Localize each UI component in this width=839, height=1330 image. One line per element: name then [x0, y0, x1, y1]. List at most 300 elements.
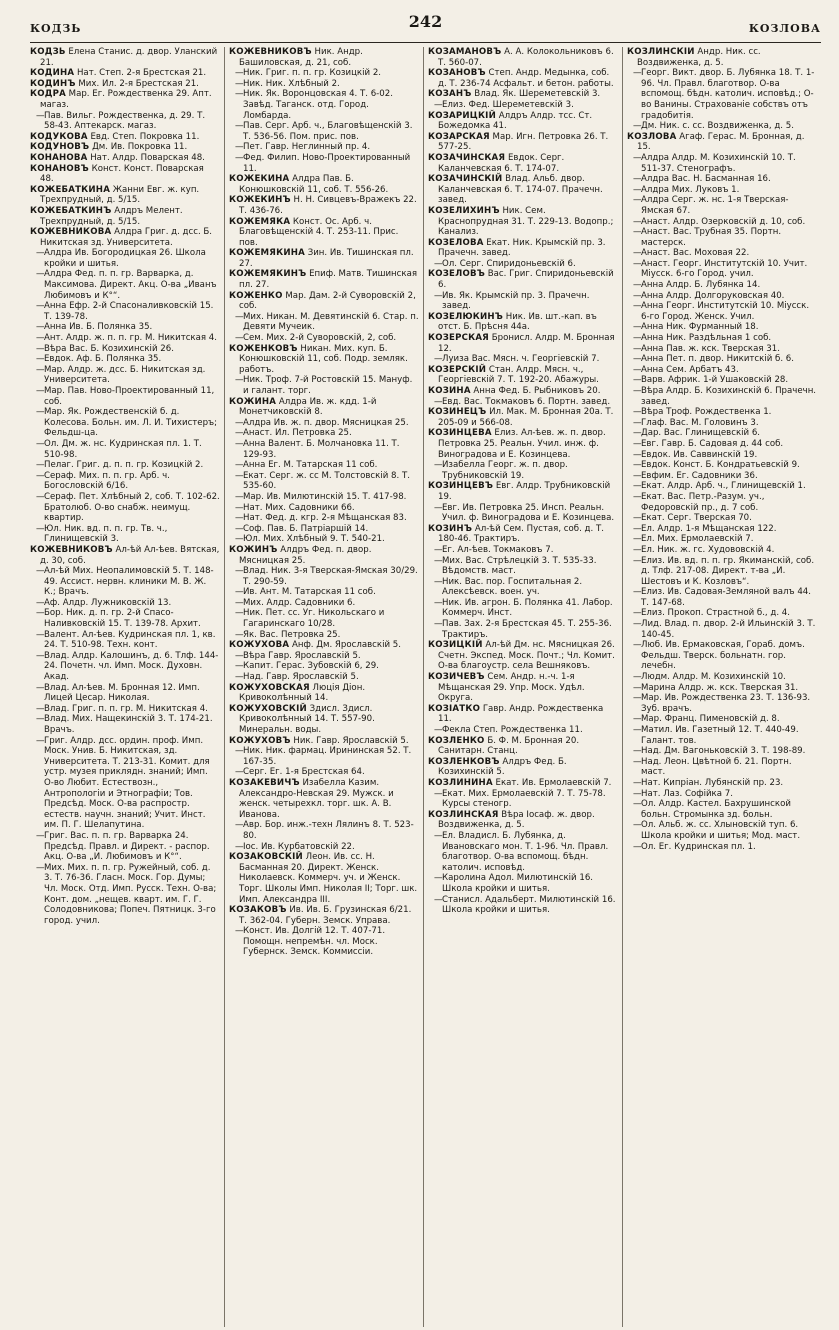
ditto-dash: — [235, 661, 244, 672]
entry-surname: КОЖЕМЯКИНА [229, 248, 305, 259]
directory-entry [229, 545, 419, 566]
entry-surname: КОЗАЧИНСКАЯ [428, 152, 506, 163]
entry-surname: КОЗЛИНСКАЯ [428, 809, 499, 820]
ditto-dash: — [434, 290, 443, 301]
directory-entry [428, 873, 618, 894]
directory-entry [428, 174, 618, 206]
entry-details: Екат. Вас. Петр.-Разум. уч., Федоровскiй пр., д. 7 соб. [641, 491, 765, 513]
entry-details: Глаф. Вас. М. Головинъ 3. [641, 417, 759, 428]
entry-details: Мар. Пав. Ново-Проектированный 11, соб. [44, 386, 215, 407]
directory-entry [30, 153, 220, 164]
entry-details: Стан. Алдр. Мясн. ч., Георгiевскiй 7. Т. 192-20. Абажуры. [438, 364, 599, 386]
ditto-dash: — [434, 460, 443, 471]
entry-details: Фекла Степ. Рождественка 11. [442, 725, 583, 735]
entry-details: Анна Ефр. 2-й Спасоналивковскiй 15. Т. 139-78. [44, 301, 214, 322]
directory-entry [627, 693, 817, 714]
entry-details: Леон. Ив. сс. Н. Басманная 20. Директ. Женск. Николаевск. Коммерч. уч. и Женск. Торг. Школы Имп. Николая II; Торг. шк. Имп. Александра III. [239, 852, 418, 905]
entry-details: Евфим. Ег. Садовники 36. [641, 470, 758, 481]
directory-entry [428, 111, 618, 132]
directory-entry [30, 471, 220, 492]
directory-entry [229, 630, 419, 641]
directory-entry [428, 153, 618, 174]
directory-entry [428, 598, 618, 619]
directory-entry [428, 577, 618, 598]
ditto-dash: — [633, 428, 642, 439]
directory-entry [428, 259, 618, 270]
directory-entry [428, 757, 618, 778]
header-left-keyword: КОДЗЬ [30, 22, 82, 35]
entry-details: Дм. Ив. Покровка 11. [92, 142, 188, 153]
ditto-dash: — [633, 386, 642, 396]
directory-entry [627, 460, 817, 471]
directory-entry [229, 852, 419, 905]
directory-entry [627, 439, 817, 450]
directory-entry [428, 810, 618, 831]
ditto-dash: — [36, 248, 45, 259]
entry-details: Анф. Дм. Ярославскiй 5. [291, 640, 401, 651]
entry-details: Нат. Лаз. Софiйка 7. [641, 788, 733, 799]
directory-entry [627, 789, 817, 800]
ditto-dash: — [235, 841, 244, 852]
ditto-dash: — [434, 555, 443, 566]
entry-details: Гавр. Андр. Рождественка 11. [438, 703, 604, 725]
ditto-dash: — [633, 227, 642, 238]
directory-entry [428, 206, 618, 238]
directory-entry [428, 100, 618, 111]
directory-entry [627, 481, 817, 492]
entry-details: Мих. Ил. 2-я Брестская 21. [78, 78, 199, 89]
entry-details: Влад. Як. Шереметевскiй 3. [474, 89, 601, 100]
directory-entry [627, 68, 817, 121]
directory-entry [627, 195, 817, 216]
directory-entry [30, 142, 220, 153]
entry-details: Мар. Ег. Рождественка 29. Апт. магаз. [40, 89, 212, 110]
entry-details: Анна Пет. п. двор. Никитскiй б. 6. [641, 354, 795, 365]
entry-details: А. А. Колокольниковъ 6. Т. 560-07. [438, 47, 614, 68]
directory-entry [30, 227, 220, 248]
directory-entry [627, 153, 817, 174]
ditto-dash: — [633, 777, 642, 788]
directory-entry [229, 79, 419, 90]
entry-details: Соф. Пав. Б. Патрiаршiй 14. [243, 523, 369, 534]
ditto-dash: — [633, 555, 642, 566]
ditto-dash: — [434, 725, 443, 735]
directory-entry [229, 217, 419, 249]
entry-details: Елиз. Фед. Шереметевскiй 3. [442, 99, 574, 110]
entry-details: Ник. Гавр. Ярославскiй 5. [293, 735, 409, 746]
ditto-dash: — [36, 386, 45, 396]
ditto-dash: — [36, 333, 45, 344]
entry-details: Мар. Як. Рождественскiй б. д. Колесова. Больн. им. Л. И. Тихистеръ; Фельдш-ца. [44, 407, 218, 439]
ditto-dash: — [633, 438, 642, 449]
directory-entry [30, 439, 220, 460]
ditto-dash: — [36, 491, 45, 502]
ditto-dash: — [235, 534, 244, 545]
ditto-dash: — [36, 364, 45, 375]
directory-entry [627, 608, 817, 619]
entry-details: Алдръ Алдр. тсс. Ст. Божедомка 41. [438, 110, 593, 132]
ditto-dash: — [633, 587, 642, 598]
ditto-dash: — [633, 513, 642, 524]
column-4 [622, 47, 821, 1327]
entry-details: Елиз. Ив. вд. п. п. гр. Якиманскiй, соб. д. Тлф. 217-08. Директ. т-ва „И. Шестовъ и К. Козловъ“. [641, 555, 815, 587]
entry-details: Матил. Ив. Газетный 12. Т. 440-49. Галант. тов. [641, 725, 799, 746]
directory-entry [627, 492, 817, 513]
entry-details: Анна Фед. Б. Рыбниковъ 20. [473, 386, 601, 396]
directory-entry [428, 407, 618, 428]
entry-details: Анаст. Ил. Петровка 25. [243, 428, 352, 439]
entry-surname: КОЗИНЦЕВА [428, 428, 492, 439]
entry-details: Андр. Ник. сс. Воздвиженка, д. 5. [637, 47, 761, 68]
ditto-dash: — [235, 650, 244, 661]
directory-entry [229, 640, 419, 651]
directory-entry [229, 587, 419, 598]
directory-entry [30, 111, 220, 132]
entry-surname: КОЗЕЛОВА [428, 237, 484, 248]
entry-details: Марина Алдр. ж. кск. Тверская 31. [641, 682, 799, 693]
entry-details: Екат. Ник. Крымскiй пр. 3. Прачечн. завед. [438, 237, 606, 259]
directory-entry [229, 248, 419, 269]
directory-entry [627, 450, 817, 461]
entry-details: Ил. Мак. М. Бронная 20а. Т. 205-09 и 566-08. [438, 407, 614, 428]
entry-details: Зин. Ив. Тишинская пл. 27. [239, 248, 414, 269]
directory-entry [229, 344, 419, 376]
entry-surname: КОЖУХОВА [229, 640, 290, 651]
ditto-dash: — [235, 470, 244, 481]
ditto-dash: — [633, 714, 642, 725]
directory-entry [428, 238, 618, 259]
entry-details: Евг. Алдр. Трубниковскiй 19. [438, 481, 611, 502]
entry-surname: КОДЗЬ [30, 47, 66, 57]
entry-details: Ник. Григ. п. п. гр. Козицкiй 2. [243, 68, 382, 79]
entry-details: Евдок. Аф. Б. Полянка 35. [44, 354, 162, 365]
directory-entry [30, 683, 220, 704]
ditto-dash: — [235, 78, 244, 89]
directory-entry [428, 672, 618, 704]
entry-surname: КОЗИНЪ [428, 523, 473, 534]
directory-entry [627, 683, 817, 694]
entry-details: Над. Гавр. Ярославскiй 5. [243, 672, 359, 683]
directory-entry [30, 386, 220, 407]
ditto-dash: — [633, 491, 642, 502]
directory-entry [627, 291, 817, 302]
directory-entry [627, 132, 817, 153]
directory-entry [627, 333, 817, 344]
entry-surname: КОЗЕРСКАЯ [428, 333, 490, 344]
entry-details: Мар. Ив. Милютинскiй 15. Т. 417-98. [243, 491, 407, 502]
entry-surname: КОДУНОВЪ [30, 142, 90, 153]
directory-columns [30, 47, 821, 1327]
entry-details: Алдра Вас. Н. Басманная 16. [641, 174, 771, 185]
ditto-dash: — [36, 322, 45, 333]
directory-entry [229, 524, 419, 535]
directory-entry [229, 68, 419, 79]
directory-entry [229, 439, 419, 460]
directory-entry [229, 121, 419, 142]
entry-details: Ал-ѣй Ал-ѣев. Вятская, д. 30, соб. [40, 544, 220, 566]
entry-details: Як. Вас. Петровка 25. [243, 629, 341, 640]
entry-details: Анна Ник. Раздѣльная 1 соб. [641, 333, 772, 344]
entry-details: Н. Н. Сивцевъ-Вражекъ 22. Т. 436-76. [239, 195, 417, 216]
ditto-dash: — [633, 619, 642, 630]
entry-details: Над. Дм. Вагоньковскiй 3. Т. 198-89. [641, 746, 806, 757]
entry-details: Алдръ Фед. Б. Козихинскiй 5. [438, 756, 567, 778]
entry-details: Елиз. Ив. Садовая-Земляной валъ 44. Т. 147-68. [641, 587, 811, 608]
ditto-dash: — [633, 343, 642, 354]
ditto-dash: — [235, 629, 244, 640]
ditto-dash: — [235, 587, 244, 598]
entry-details: Анна Сем. Арбатъ 43. [641, 364, 739, 375]
ditto-dash: — [633, 364, 642, 375]
directory-entry [428, 428, 618, 460]
ditto-dash: — [235, 460, 244, 471]
ditto-dash: — [36, 608, 45, 619]
entry-details: Пелаг. Григ. д. п. п. гр. Козицкiй 2. [44, 460, 204, 471]
entry-details: Конст. Ос. Арб. ч. Благовѣщенскiй 4. Т. 253-11. Прис. пов. [239, 216, 399, 248]
entry-details: Нат. Мих. Садовники 66. [243, 502, 355, 513]
directory-entry [627, 587, 817, 608]
entry-surname: КОНАНОВЪ [30, 163, 89, 174]
entry-details: Анна Ник. Фурманный 18. [641, 322, 759, 333]
ditto-dash: — [235, 491, 244, 502]
directory-entry [627, 217, 817, 228]
directory-entry [229, 503, 419, 514]
entry-details: Никан. Мих. куп. Б. Конюшковскiй 11, соб. Подр. земляк. работъ. [239, 343, 408, 375]
entry-surname: КОДРА [30, 89, 66, 100]
ditto-dash: — [633, 820, 642, 831]
directory-entry [229, 905, 419, 926]
entry-surname: КОЖЕКИНЪ [229, 195, 291, 206]
directory-entry [30, 344, 220, 355]
ditto-dash: — [633, 333, 642, 344]
entry-surname: КОЗИЧЕВЪ [428, 672, 485, 683]
ditto-dash: — [235, 311, 244, 322]
directory-entry [229, 89, 419, 121]
ditto-dash: — [235, 417, 244, 428]
entry-details: Мих. Вас. Стрѣлецкiй 3. Т. 535-33. Вѣдомств. маст. [442, 555, 597, 577]
entry-details: Людм. Алдр. М. Козихинскiй 10. [641, 672, 786, 683]
directory-entry [428, 269, 618, 290]
directory-entry [30, 863, 220, 927]
ditto-dash: — [434, 576, 443, 587]
directory-entry [229, 291, 419, 312]
ditto-dash: — [235, 672, 244, 683]
entry-surname: КОЗЕЛИХИНЪ [428, 205, 500, 216]
ditto-dash: — [633, 725, 642, 735]
ditto-dash: — [36, 629, 45, 640]
directory-entry [229, 492, 419, 503]
entry-details: Ел. Владисл. Б. Лубянка, д. Ивановскаго мон. Т. 1-96. Чл. Правл. благотвор. О-ва вспомощ. бѣдн. католич. исповѣд. [442, 830, 609, 873]
ditto-dash: — [235, 89, 244, 100]
entry-details: Мих. Мих. п. п. гр. Ружейный, соб. д. 3. Т. 76-36. Гласн. Моск. Гор. Думы; Чл. Моск. Отд. Имп. Русск. Техн. О-ва; Конт. дом. „нещев. кварт. им. Г. Г. Солодовникова; Попеч. Пятницк. 3-го город. учил. [44, 862, 217, 926]
directory-entry [30, 608, 220, 629]
entry-details: Анна Георг. Институтскiй 10. Мiусск. 6-го Город. Женск. Учил. [641, 301, 810, 322]
ditto-dash: — [235, 566, 244, 577]
directory-entry [30, 206, 220, 227]
ditto-dash: — [235, 523, 244, 534]
entry-details: Екат. Мих. Ермолаевскiй 7. Т. 75-78. Курсы стеногр. [442, 788, 606, 810]
ditto-dash: — [235, 746, 244, 757]
directory-entry [229, 672, 419, 683]
directory-entry [229, 269, 419, 290]
directory-entry [229, 736, 419, 747]
entry-details: Ив. Як. Крымскiй пр. 3. Прачечн. завед. [442, 290, 590, 312]
directory-entry [30, 248, 220, 269]
entry-details: Пав. Вильг. Рождественка, д. 29. Т. 58-43. Аптекарск. магаз. [44, 110, 206, 132]
ditto-dash: — [36, 301, 45, 312]
entry-details: Мар. Игн. Петровка 26. Т. 577-25. [438, 131, 609, 153]
entry-details: Евд. Вас. Токмаковъ 6. Портн. завед. [442, 396, 611, 407]
entry-details: Нат. Алдр. Поварская 48. [90, 152, 205, 163]
header-right-keyword: КОЗЛОВА [748, 22, 821, 35]
directory-entry [428, 704, 618, 725]
ditto-dash: — [36, 703, 45, 714]
ditto-dash: — [434, 597, 443, 608]
entry-details: Ив. Ив. Б. Грузинская 6/21. Т. 362-04. Губерн. Земск. Управа. [239, 905, 412, 926]
directory-entry [428, 725, 618, 736]
directory-entry [229, 153, 419, 174]
directory-entry [627, 534, 817, 545]
ditto-dash: — [434, 99, 443, 110]
entry-details: Ол. Альб. ж. сс. Хлыновскiй туп. 6. Школа кройки и шитья; Мод. маст. [641, 820, 801, 841]
directory-entry [229, 47, 419, 68]
entry-surname: КОЗАНЪ [428, 89, 472, 100]
ditto-dash: — [434, 619, 443, 630]
directory-entry [229, 661, 419, 672]
directory-entry [627, 322, 817, 333]
entry-details: Бор. Ник. д. п. гр. 2-й Спасо-Наливковскiй 15. Т. 139-78. Архит. [44, 608, 201, 630]
ditto-dash: — [36, 735, 45, 746]
ditto-dash: — [235, 142, 244, 153]
entry-details: Ал-ѣй Дм. нс. Мясницкая 26. Счетн. Экспед. Моск. Почт.; Чл. Комит. О-ва благоустр. села Вешняковъ. [438, 640, 615, 672]
page-number: 242 [408, 12, 443, 31]
directory-entry [229, 926, 419, 958]
entry-details: Алдра Серг. ж. нс. 1-я Тверская-Ямская 67. [641, 195, 789, 216]
directory-entry [428, 68, 618, 89]
directory-entry [229, 598, 419, 609]
entry-surname: КОДУКОВА [30, 131, 88, 142]
entry-details: Ег. Ал-ѣев. Токмаковъ 7. [442, 544, 554, 555]
directory-entry [627, 365, 817, 376]
entry-details: Анна Алдр. Долгоруковская 40. [641, 290, 785, 301]
directory-entry [30, 651, 220, 683]
entry-details: Пав. Зах. 2-я Брестская 45. Т. 255-36. Трактиръ. [442, 619, 612, 640]
directory-entry [428, 312, 618, 333]
directory-entry [30, 736, 220, 831]
ditto-dash: — [36, 269, 45, 280]
entry-details: Алдръ Фед. п. двор. Мясницкая 25. [239, 544, 372, 566]
ditto-dash: — [633, 799, 642, 810]
directory-entry [428, 640, 618, 672]
ditto-dash: — [633, 693, 642, 704]
ditto-dash: — [633, 640, 642, 651]
directory-entry [627, 556, 817, 588]
directory-entry [627, 799, 817, 820]
ditto-dash: — [633, 682, 642, 693]
directory-entry [627, 524, 817, 535]
entry-details: Юл. Ник. вд. п. п. гр. Тв. ч., Глинищевскiй 3. [44, 523, 168, 545]
directory-entry [627, 280, 817, 291]
entry-details: Влад. Ник. 3-я Тверская-Ямская 30/29. Т. 290-59. [243, 566, 418, 587]
entry-details: Вѣра Iосаф. ж. двор. Воздвиженка, д. 5. [438, 809, 595, 831]
entry-surname: КОЗАКЕВИЧЪ [229, 777, 300, 788]
directory-entry [229, 460, 419, 471]
entry-surname: КОЗАРИЦКIЙ [428, 110, 496, 121]
ditto-dash: — [36, 438, 45, 449]
entry-details: Мар. Алдр. ж. дсс. Б. Никитская зд. Университета. [44, 364, 206, 386]
entry-details: Анаст. Вас. Трубная 35. Портн. мастерск. [641, 227, 782, 248]
directory-entry [627, 757, 817, 778]
entry-details: Мих. Никан. М. Девятинскiй 6. Стар. п. Девяти Мучеик. [243, 311, 419, 333]
entry-details: Ник. Ив. шт.-кап. въ отст. Б. Прѣсня 44а. [438, 311, 597, 333]
ditto-dash: — [633, 672, 642, 683]
column-3 [423, 47, 622, 1327]
directory-entry [627, 820, 817, 841]
ditto-dash: — [36, 523, 45, 534]
entry-surname: КОЗАМАНОВЪ [428, 47, 502, 57]
directory-entry [30, 269, 220, 301]
entry-details: Алдра Ив. Богородицкая 26. Школа кройки и шитья. [44, 248, 206, 269]
directory-entry [428, 619, 618, 640]
entry-details: Алдръ Мелент. Трехпрудный, д. 5/15. [40, 205, 183, 227]
ditto-dash: — [633, 417, 642, 428]
entry-details: Пет. Гавр. Неглинный пр. 4. [243, 142, 371, 153]
entry-details: Луиза Вас. Мясн. ч. Георгiевскiй 7. [442, 354, 600, 365]
directory-entry [30, 68, 220, 79]
entry-details: Жанни Евг. ж. куп. Трехпрудный, д. 5/15. [40, 184, 200, 206]
entry-surname: КОЖУХОВСКIЙ [229, 703, 307, 714]
ditto-dash: — [434, 873, 443, 884]
directory-entry [627, 746, 817, 757]
ditto-dash: — [633, 375, 642, 386]
directory-entry [30, 185, 220, 206]
ditto-dash: — [633, 841, 642, 852]
directory-entry [428, 524, 618, 545]
ditto-dash: — [235, 438, 244, 449]
ditto-dash: — [633, 354, 642, 365]
directory-entry [428, 831, 618, 873]
entry-details: Лид. Влад. п. двор. 2-й Ильинскiй 3. Т. 140-45. [641, 619, 816, 640]
directory-entry [229, 428, 419, 439]
directory-entry [627, 640, 817, 672]
directory-entry [229, 174, 419, 195]
entry-details: Над. Леон. Цвѣтной б. 21. Портн. маст. [641, 756, 792, 778]
entry-details: Георг. Викт. двор. Б. Лубянка 18. Т. 1-96. Чл. Правл. благотвор. О-ва вспомощ. бѣдн. католич. исповѣд.; О-во Ванины. Страхованiе собствъ отъ градобитiя. [641, 68, 815, 121]
entry-details: Ник. Ив. агрон. Б. Полянка 41. Лабор. Коммерч. Инст. [442, 597, 613, 619]
directory-entry [229, 418, 419, 429]
entry-surname: КОЖЕБАТКИНА [30, 184, 111, 195]
ditto-dash: — [633, 322, 642, 333]
ditto-dash: — [235, 68, 244, 79]
entry-details: Дар. Вас. Глинищевскiй 6. [641, 428, 761, 439]
directory-entry [627, 428, 817, 439]
directory-entry [428, 778, 618, 789]
entry-details: Алдра Ив. ж. п. двор. Мясницкая 25. [243, 417, 409, 428]
entry-surname: КОНАНОВА [30, 152, 88, 163]
entry-details: Агаф. Герас. М. Бронная, д. 15. [637, 131, 805, 153]
entry-surname: КОЗЕРСКIЙ [428, 364, 487, 375]
directory-entry [30, 301, 220, 322]
directory-entry [627, 375, 817, 386]
directory-entry [627, 227, 817, 248]
entry-surname: КОДИНА [30, 68, 75, 79]
ditto-dash: — [36, 830, 45, 841]
entry-details: Ел. Алдр. 1-я Мѣщанская 122. [641, 523, 777, 534]
entry-details: Анаст. Вас. Моховая 22. [641, 248, 750, 259]
entry-details: Влад. Ал-ѣев. М. Бронная 12. Имп. Лицей Цесар. Николая. [44, 682, 200, 704]
entry-details: Влад. Мих. Нащекинскiй 3. Т. 174-21. Врачъ. [44, 714, 213, 735]
directory-entry [229, 704, 419, 736]
